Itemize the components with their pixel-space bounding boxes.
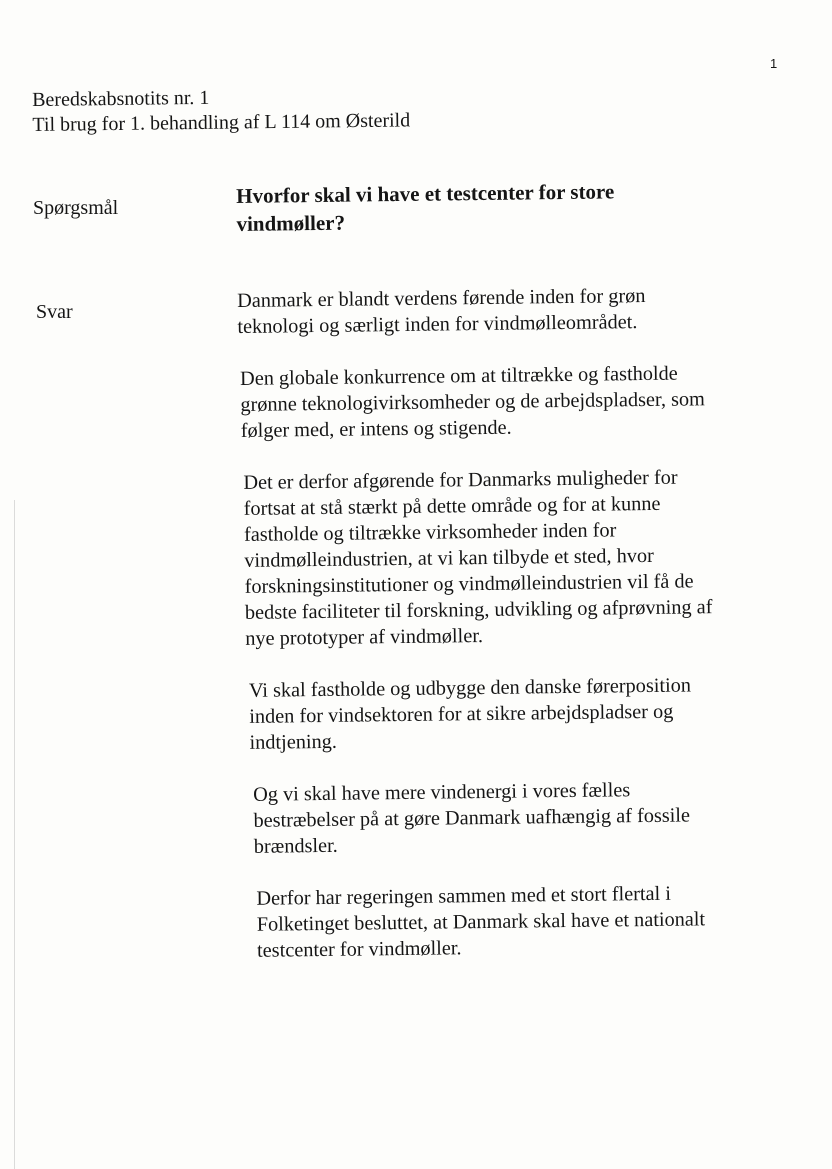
answer-label: Svar xyxy=(36,301,73,323)
document-subtitle: Til brug for 1. behandling af L 114 om Østerild xyxy=(32,109,411,136)
answer-body xyxy=(237,282,724,990)
answer-paragraph: Den globale konkurrence om at tiltrække og fastholde grønne teknologivirksomheder og de arbejdspladser, som følger med, er intens og stigende. xyxy=(239,362,705,442)
question-text: Hvorfor skal vi have et testcenter for store vindmøller? xyxy=(236,179,615,236)
answer-paragraph: Det er derfor afgørende for Danmarks muligheder for fortsat at stå stærkt på dette område og for at kunne fastholde og tiltrække virksomheder inden for vindmølleindustrien, at vi kan tilbyde et sted, hvor forskningsinstitutioner og vindmølleindustrien vil få de bedste faciliteter til forskning, udvikling og afprøvning af nye prototyper af vindmøller. xyxy=(243,466,713,650)
answer-paragraph: Vi skal fastholde og udbygge den danske førerposition inden for vindsektoren for at sikre arbejdspladser og indtjening. xyxy=(248,674,692,754)
answer-paragraph: Derfor har regeringen sammen med et stort flertal i Folketinget besluttet, at Danmark skal have et nationalt testcenter for vindmøller. xyxy=(256,882,706,962)
answer-paragraph: Danmark er blandt verdens førende inden for grøn teknologi og særligt inden for vindmølleområdet. xyxy=(237,285,646,338)
page-number: 1 xyxy=(770,56,778,71)
document-header xyxy=(32,83,410,138)
question-label: Spørgsmål xyxy=(33,197,119,219)
scan-edge-line xyxy=(14,500,15,1169)
answer-paragraph: Og vi skal have mere vindenergi i vores fælles bestræbelser på at gøre Danmark uafhængig af fossile brændsler. xyxy=(253,779,691,858)
document-title: Beredskabsnotits nr. 1 xyxy=(32,86,210,111)
